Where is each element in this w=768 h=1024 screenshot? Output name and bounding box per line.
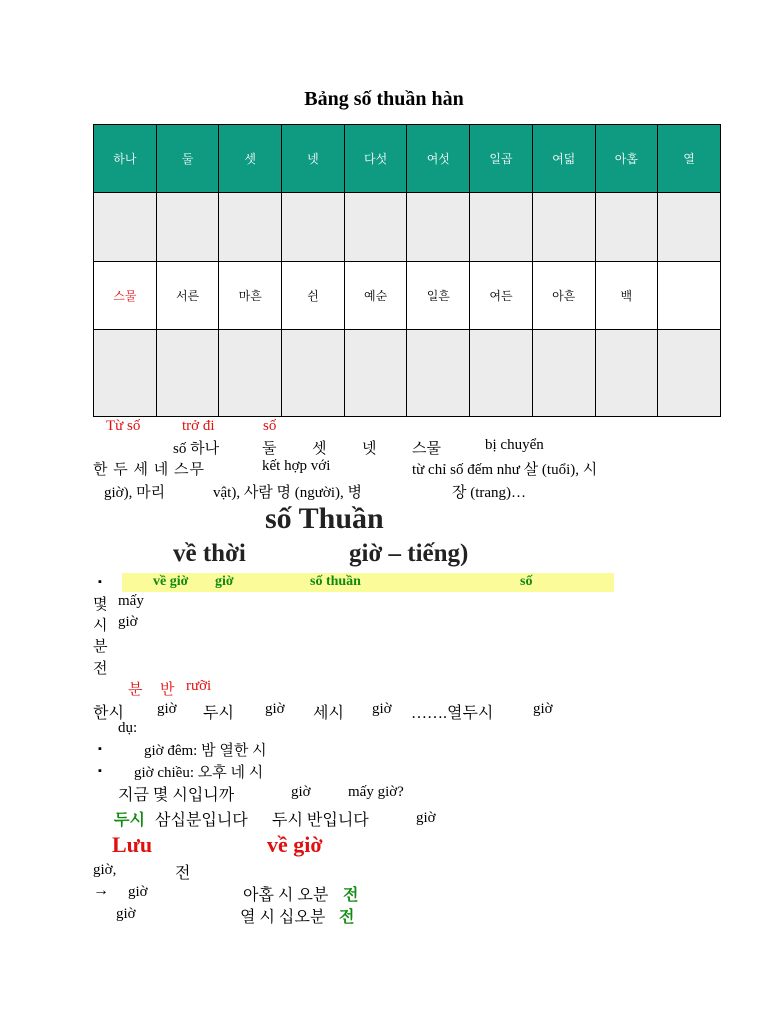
table-cell: 서른	[156, 261, 219, 329]
table-cell	[658, 330, 721, 417]
table-cell: 하나	[94, 125, 157, 193]
hour-text: giờ	[157, 701, 177, 717]
example-text: 열 시 십오분	[240, 909, 326, 926]
vocab-korean: 시	[93, 618, 108, 634]
example-text: 전	[343, 887, 359, 904]
body-text: kết hợp với	[262, 458, 331, 474]
example-text: 전	[339, 909, 355, 926]
body-text: 전	[175, 865, 191, 882]
note-text: trở đi	[182, 418, 215, 434]
table-cell: 넷	[282, 125, 345, 193]
highlight-text: số	[520, 574, 533, 589]
vocab-meaning: giờ	[118, 614, 138, 630]
red-text: rưỡi	[186, 678, 212, 694]
table-cell	[344, 330, 407, 417]
arrow-icon: →	[93, 882, 109, 899]
table-cell	[595, 330, 658, 417]
body-text: 둘	[262, 441, 277, 457]
hour-text: giờ	[533, 701, 553, 717]
table-cell	[658, 261, 721, 329]
answer-text: 두시 반입니다	[272, 812, 369, 829]
question-text: mấy giờ?	[348, 784, 404, 800]
table-row	[94, 125, 721, 193]
body-text: số 하나	[173, 441, 220, 457]
table-cell: 아홉	[595, 125, 658, 193]
body-text: dụ:	[118, 720, 138, 736]
body-text: từ chỉ số đếm như 살 (tuổi), 시	[412, 462, 598, 478]
table-cell	[156, 193, 219, 261]
table-cell: 여섯	[407, 125, 470, 193]
example-text: giờ	[116, 906, 136, 922]
table-cell	[219, 330, 282, 417]
table-cell	[532, 330, 595, 417]
hour-text: …….열두시	[411, 705, 494, 722]
note-text: Từ số	[106, 418, 141, 434]
table-cell: 아흔	[532, 261, 595, 329]
body-text: 스물	[412, 441, 441, 457]
hour-text: 두시	[203, 705, 234, 722]
table-cell: 일곱	[470, 125, 533, 193]
answer-text: 두시	[114, 812, 145, 829]
note-text: số	[263, 418, 277, 434]
body-text: bị chuyển	[485, 437, 544, 453]
body-text: 장 (trang)…	[452, 485, 527, 501]
hour-text: giờ	[372, 701, 392, 717]
bullet-icon: ▪	[98, 576, 102, 588]
note-heading: về giờ	[267, 832, 323, 857]
section-heading: số Thuần	[265, 502, 384, 535]
highlight-band	[122, 573, 614, 592]
example-text: 아홉 시 오분	[243, 887, 329, 904]
vocab-meaning: mấy	[118, 593, 144, 609]
table-cell: 마흔	[219, 261, 282, 329]
body-text: vật), 사람 명 (người), 병	[213, 485, 363, 501]
hour-text: 세시	[313, 705, 344, 722]
note-heading: Lưu	[112, 832, 153, 857]
red-text: 반	[160, 682, 175, 698]
highlight-text: về giờ	[153, 574, 189, 589]
table-cell: 백	[595, 261, 658, 329]
page-title: Bảng số thuần hàn	[304, 88, 464, 110]
body-text: 넷	[362, 441, 377, 457]
table-cell: 여든	[470, 261, 533, 329]
vocab-korean: 몇	[93, 597, 108, 613]
table-cell: 쉰	[282, 261, 345, 329]
table-cell	[595, 193, 658, 261]
bullet-icon: ▪	[98, 765, 102, 777]
question-text: 지금 몇 시입니까	[118, 787, 235, 804]
table-cell: 열	[658, 125, 721, 193]
hour-text: 한시	[93, 705, 124, 722]
bullet-icon: ▪	[98, 743, 102, 755]
bullet-text: giờ chiều: 오후 네 시	[134, 765, 264, 781]
table-cell	[658, 193, 721, 261]
table-row	[94, 330, 721, 417]
bullet-text: giờ đêm: 밤 열한 시	[144, 743, 267, 759]
table-cell: 일흔	[407, 261, 470, 329]
table-cell: 둘	[156, 125, 219, 193]
answer-text: 삼십분입니다	[155, 812, 248, 829]
table-row	[94, 261, 721, 329]
table-cell	[156, 330, 219, 417]
red-text: 분	[128, 682, 143, 698]
highlight-text: số thuần	[310, 574, 361, 589]
example-text: giờ	[128, 884, 148, 900]
section-subheading: về thời	[173, 540, 246, 567]
answer-text: giờ	[416, 810, 436, 826]
body-text: giờ,	[93, 862, 117, 878]
table-cell	[470, 193, 533, 261]
section-subheading: giờ – tiếng)	[349, 540, 469, 567]
table-cell	[470, 330, 533, 417]
table-cell	[94, 330, 157, 417]
table-cell: 예순	[344, 261, 407, 329]
table-cell: 여덟	[532, 125, 595, 193]
table-cell	[407, 193, 470, 261]
vocab-korean: 분	[93, 639, 108, 655]
table-cell	[219, 193, 282, 261]
table-cell	[282, 193, 345, 261]
table-cell	[282, 330, 345, 417]
body-text: 셋	[312, 441, 327, 457]
body-text: giờ), 마리	[104, 485, 166, 501]
vocab-korean: 전	[93, 661, 108, 677]
question-text: giờ	[291, 784, 311, 800]
highlight-text: giờ	[215, 574, 234, 589]
hour-text: giờ	[265, 701, 285, 717]
table-cell	[94, 193, 157, 261]
body-text: 한 두 세 네 스무	[93, 462, 205, 478]
table-cell	[532, 193, 595, 261]
table-cell: 셋	[219, 125, 282, 193]
table-cell	[344, 193, 407, 261]
number-table	[93, 124, 721, 417]
table-row	[94, 193, 721, 261]
table-cell: 다섯	[344, 125, 407, 193]
table-cell: 스물	[94, 261, 157, 329]
table-cell	[407, 330, 470, 417]
